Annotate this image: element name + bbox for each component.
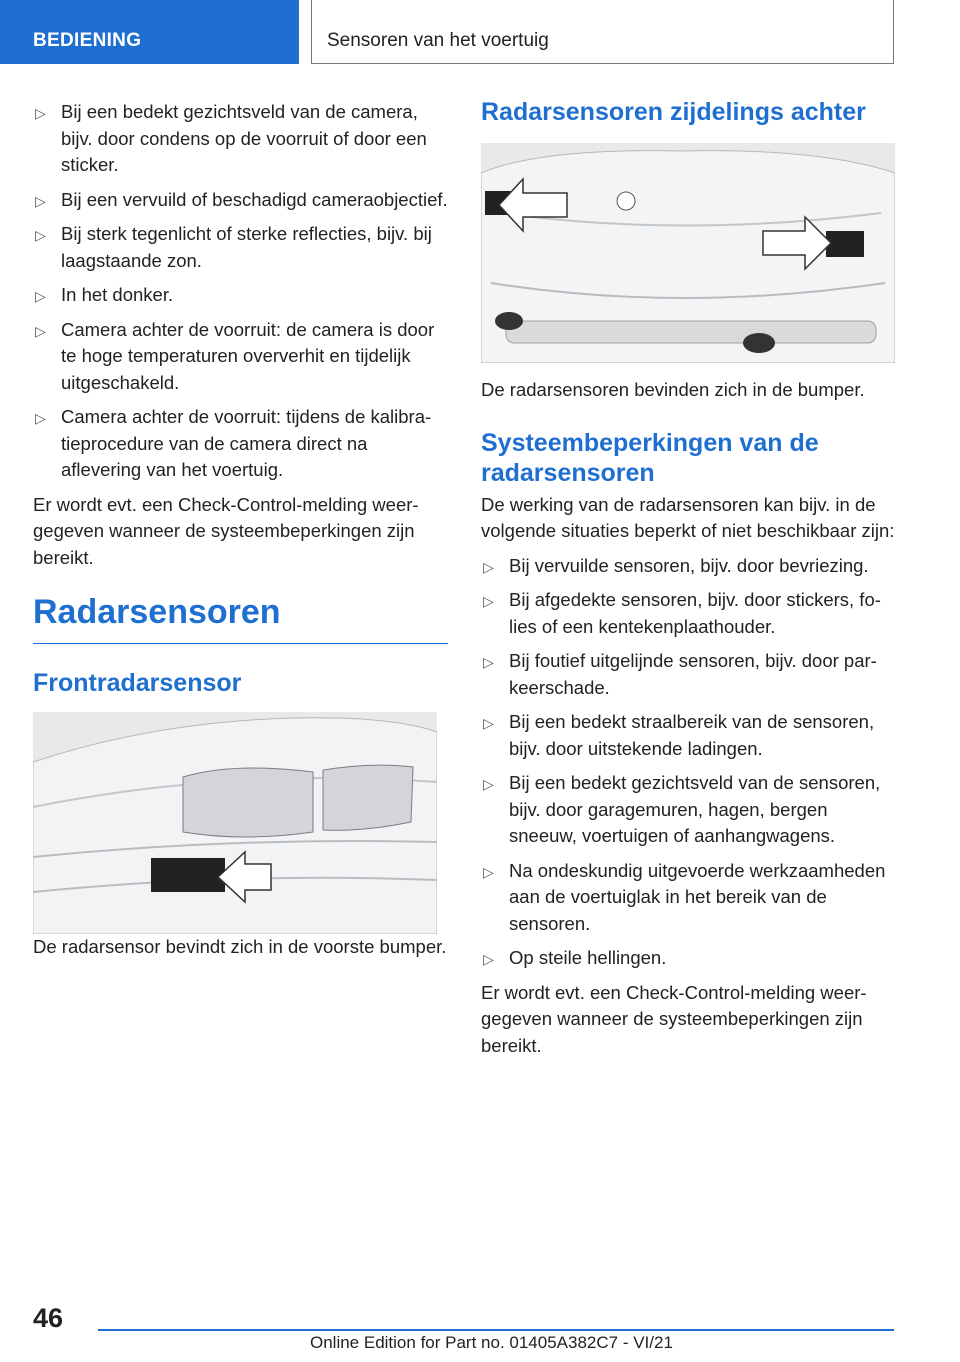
bullet-triangle-icon: ▷ [483,776,494,792]
header-section-tab [0,0,299,64]
bullet-triangle-icon: ▷ [483,863,494,880]
bullet-triangle-icon: ▷ [35,288,46,304]
footer-divider [98,1329,894,1331]
subsection-heading: Systeembeperkingen van de radarsensoren [481,428,819,487]
bullet-triangle-icon: ▷ [483,951,494,967]
bullet-triangle-icon: ▷ [35,227,46,243]
bullet-triangle-icon: ▷ [483,593,494,609]
list-item: ▷ Camera achter de voorruit: tijdens de kalibratieprocedure van de camera direct na aflevering van het voertuig. [35,406,432,480]
front-sensor-illustration [33,712,437,934]
note-text: Er wordt evt. een Check-Control-melding weergegeven wanneer de systeembeperkingen zijn bereikt. [33,493,419,568]
list-item: ▷ Bij foutief uitgelijnde sensoren, bijv. door parkeerschade. [483,650,877,698]
page-title: Sensoren van het voertuig [327,30,549,51]
note-text: Er wordt evt. een Check-Control-melding weergegeven wanneer de systeembeperkingen zijn bereikt. [481,981,867,1056]
section-label: BEDIENING [33,30,142,51]
bullet-triangle-icon: ▷ [35,322,46,339]
rear-sensor-illustration [481,143,895,363]
bullet-triangle-icon: ▷ [483,715,494,731]
intro-text: De werking van de radarsensoren kan bijv. in de volgende situaties beperkt of niet beschikbaar zijn: [481,493,895,541]
section-heading: Radarsensoren [33,591,448,644]
bullet-triangle-icon: ▷ [35,410,46,426]
list-item: ▷ Bij een vervuild of beschadigd cameraobjectief. [33,187,448,214]
bullet-triangle-icon: ▷ [483,558,494,575]
list-item: ▷ In het donker. [33,282,448,309]
edition-footer: Online Edition for Part no. 01405A382C7 - VI/21 [310,1333,673,1352]
header-title-box [311,0,894,64]
list-item: ▷ Camera achter de voorruit: de camera is door te hoge temperaturen oververhit en tijdelijk uitgeschakeld. [35,318,435,393]
left-column [33,99,448,969]
list-item: ▷ Bij afgedekte sensoren, bijv. door stickers, folies of een kentekenplaathouder. [483,589,881,637]
subsection-heading: Frontradarsensor [33,669,242,697]
subsection-heading: Radarsensoren zijdelings achter [481,98,866,126]
list-item: ▷ Bij sterk tegenlicht of sterke reflecties, bijv. bij laagstaande zon. [35,223,432,271]
list-item: ▷ Bij een bedekt gezichtsveld van de sensoren, bijv. door garagemuren, hagen, bergen sneeuw, voertuigen of aanhangwagens. [483,772,881,846]
page-number: 46 [33,1303,64,1333]
list-item: ▷ Bij vervuilde sensoren, bijv. door bevriezing. [481,553,896,580]
list-item: ▷ Bij een bedekt gezichtsveld van de camera, bijv. door condens op de voorruit of door een sticker. [35,101,427,175]
right-column [481,99,896,1067]
list-item: ▷ Na ondeskundig uitgevoerde werkzaamheden aan de voertuiglak in het bereik van de sensoren. [483,859,886,934]
front-figure-caption: De radarsensor bevindt zich in de voorste bumper. [33,936,447,957]
list-item: ▷ Bij een bedekt straalbereik van de sensoren, bijv. door uitstekende ladingen. [483,711,875,759]
list-item: ▷ Op steile hellingen. [481,945,896,972]
bullet-triangle-icon: ▷ [35,105,46,121]
rear-figure-caption: De radarsensoren bevinden zich in de bumper. [481,379,865,400]
bullet-triangle-icon: ▷ [483,654,494,670]
bullet-triangle-icon: ▷ [35,192,46,209]
